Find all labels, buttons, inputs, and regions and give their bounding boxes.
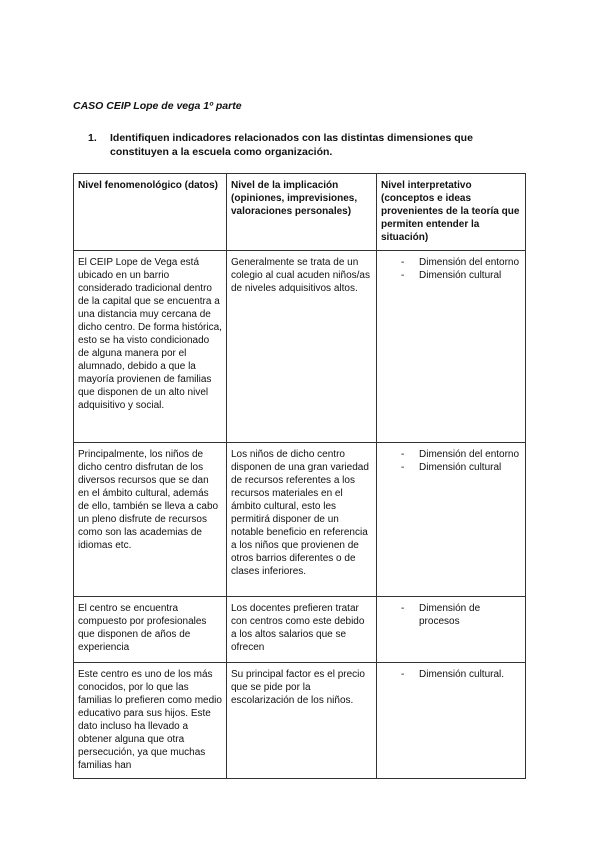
cell-interpretativo xyxy=(377,597,526,663)
table-row xyxy=(74,251,526,443)
bullet-dash: - xyxy=(401,669,405,680)
list-item xyxy=(381,448,521,461)
document-title: CASO CEIP Lope de vega 1º parte xyxy=(73,100,242,112)
list-item xyxy=(381,269,521,282)
dimension-label: Dimensión del entorno xyxy=(419,449,520,460)
dimension-list xyxy=(381,256,521,282)
dimension-list xyxy=(381,448,521,474)
bullet-dash: - xyxy=(401,257,405,268)
cell-interpretativo xyxy=(377,251,526,443)
table-row xyxy=(74,663,526,779)
dimension-label: Dimensión de procesos xyxy=(419,603,481,627)
list-item xyxy=(381,602,521,628)
table-header-row xyxy=(74,174,526,251)
header-fenomenologico: Nivel fenomenológico (datos) xyxy=(74,174,227,251)
header-interpretativo: Nivel interpretativo (conceptos e ideas provenientes de la teoría que permiten entender la situación) xyxy=(377,174,526,251)
cell-implicacion: Los niños de dicho centro disponen de una gran variedad de recursos referentes a los recursos materiales en el ámbito cultural, esto les permitirá disponer de un notable beneficio en referencia a los niños que provienen de otros barrios diferentes o de clases inferiores. xyxy=(227,443,377,597)
cell-implicacion: Los docentes prefieren tratar con centros como este debido a los altos salarios que se ofrecen xyxy=(227,597,377,663)
cell-datos: El centro se encuentra compuesto por profesionales que disponen de años de experiencia xyxy=(74,597,227,663)
bullet-dash: - xyxy=(401,270,405,281)
question-number: 1. xyxy=(88,132,97,144)
bullet-dash: - xyxy=(401,462,405,473)
list-item xyxy=(381,256,521,269)
dimension-label: Dimensión cultural xyxy=(419,270,502,281)
bullet-dash: - xyxy=(401,603,405,614)
dimension-label: Dimensión del entorno xyxy=(419,257,520,268)
dimension-label: Dimensión cultural. xyxy=(419,669,505,680)
bullet-dash: - xyxy=(401,449,405,460)
question-text: Identifiquen indicadores relacionados con las distintas dimensiones que constituyen a la escuela como organización. xyxy=(110,132,473,158)
dimension-label: Dimensión cultural xyxy=(419,462,502,473)
list-item xyxy=(381,461,521,474)
question-1 xyxy=(88,131,488,159)
analysis-table xyxy=(73,173,526,779)
cell-datos: El CEIP Lope de Vega está ubicado en un barrio considerado tradicional dentro de la capital que se encuentra a una distancia muy cercana de dicho centro. De forma histórica, esto se ha visto condicionado de alguna manera por el alumnado, debido a que la mayoría provienen de familias que disponen de un alto nivel adquisitivo y social. xyxy=(74,251,227,443)
cell-interpretativo xyxy=(377,443,526,597)
table-row xyxy=(74,443,526,597)
cell-implicacion: Generalmente se trata de un colegio al cual acuden niños/as de niveles adquisitivos altos. xyxy=(227,251,377,443)
cell-interpretativo xyxy=(377,663,526,779)
cell-datos: Este centro es uno de los más conocidos, por lo que las familias lo prefieren como medio educativo para sus hijos. Este dato incluso ha llevado a obtener alguna que otra persecución, ya que muchas familias han xyxy=(74,663,227,779)
dimension-list xyxy=(381,668,521,681)
header-implicacion: Nivel de la implicación (opiniones, imprevisiones, valoraciones personales) xyxy=(227,174,377,251)
dimension-list xyxy=(381,602,521,628)
list-item xyxy=(381,668,521,681)
cell-datos: Principalmente, los niños de dicho centro disfrutan de los diversos recursos que se dan en el ámbito cultural, además de ello, también se lleva a cabo un pleno disfrute de recursos como son las academias de idiomas etc. xyxy=(74,443,227,597)
table-row xyxy=(74,597,526,663)
cell-implicacion: Su principal factor es el precio que se pide por la escolarización de los niños. xyxy=(227,663,377,779)
